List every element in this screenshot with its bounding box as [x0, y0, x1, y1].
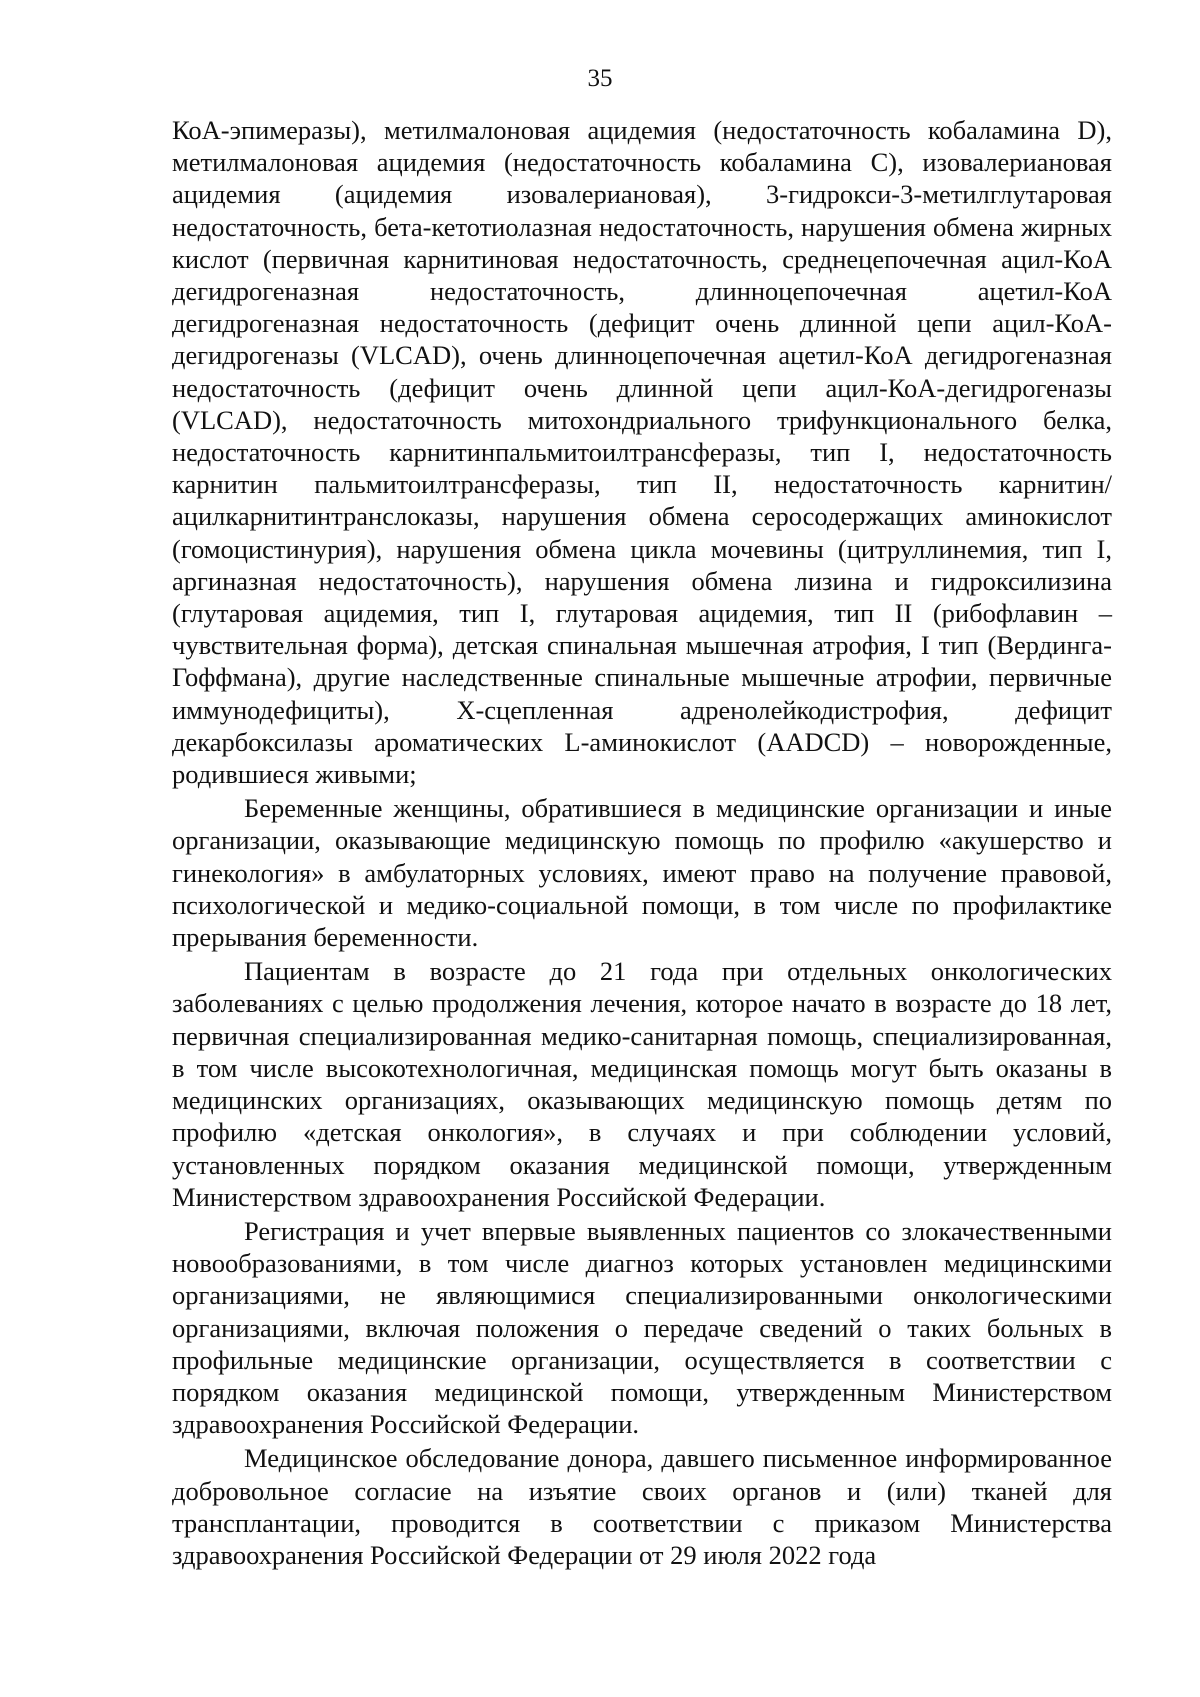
- document-body: [172, 114, 1112, 1571]
- paragraph-continuation: КоА-эпимеразы), метилмалоновая ацидемия (недостаточность кобаламина D), метилмалоновая ацидемия (недостаточность кобаламина C), изовалериановая ацидемия (ацидемия изовалериановая), 3-гидрокси-3-метилглутаровая недостаточность, бета-кетотиолазная недостаточность, нарушения обмена жирных кислот (первичная карнитиновая недостаточность, среднецепочечная ацил-КоА дегидрогеназная недостаточность, длинноцепочечная ацетил-КоА дегидрогеназная недостаточность (дефицит очень длинной цепи ацил-КоА-дегидрогеназы (VLCAD), очень длинноцепочечная ацетил-КоА дегидрогеназная недостаточность (дефицит очень длинной цепи ацил-КоА-дегидрогеназы (VLCAD), недостаточность митохондриального трифункционального белка, недостаточность карнитинпальмитоилтрансферазы, тип I, недостаточность карнитин пальмитоилтрансферазы, тип II, недостаточность карнитин/ацилкарнитинтранслоказы, нарушения обмена серосодержащих аминокислот (гомоцистинурия), нарушения обмена цикла мочевины (цитруллинемия, тип I, аргиназная недостаточность), нарушения обмена лизина и гидроксилизина (глутаровая ацидемия, тип I, глутаровая ацидемия, тип II (рибофлавин – чувствительная форма), детская спинальная мышечная атрофия, I тип (Вердинга-Гоффмана), другие наследственные спинальные мышечные атрофии, первичные иммунодефициты), X-сцепленная адренолейкодистрофия, дефицит декарбоксилазы ароматических L-аминокислот (AADCD) – новорожденные, родившиеся живыми;: [172, 115, 1112, 790]
- page-number: 35: [587, 65, 613, 92]
- paragraph-donor-examination: Медицинское обследование донора, давшего письменное информированное добровольное согласие на изъятие своих органов и (или) тканей для трансплантации, проводится в соответствии с приказом Министерства здравоохранения Российской Федерации от 29 июля 2022 года: [172, 1443, 1112, 1570]
- paragraph-cancer-registration: Регистрация и учет впервые выявленных пациентов со злокачественными новообразованиями, в том числе диагноз которых установлен медицинскими организациями, не являющимися специализированными онкологическими организациями, включая положения о передаче сведений о таких больных в профильные медицинские организации, осуществляется в соответствии с порядком оказания медицинской помощи, утвержденным Министерством здравоохранения Российской Федерации.: [172, 1215, 1112, 1440]
- paragraph-pediatric-oncology: Пациентам в возрасте до 21 года при отдельных онкологических заболеваниях с целью продолжения лечения, которое начато в возрасте до 18 лет, первичная специализированная медико-санитарная помощь, специализированная, в том числе высокотехнологичная, медицинская помощь могут быть оказаны в медицинских организациях, оказывающих медицинскую помощь детям по профилю «детская онкология», в случаях и при соблюдении условий, установленных порядком оказания медицинской помощи, утвержденным Министерством здравоохранения Российской Федерации.: [172, 956, 1112, 1212]
- paragraph-pregnant-women: Беременные женщины, обратившиеся в медицинские организации и иные организации, оказывающие медицинскую помощь по профилю «акушерство и гинекология» в амбулаторных условиях, имеют право на получение правовой, психологической и медико-социальной помощи, в том числе по профилактике прерывания беременности.: [172, 793, 1112, 953]
